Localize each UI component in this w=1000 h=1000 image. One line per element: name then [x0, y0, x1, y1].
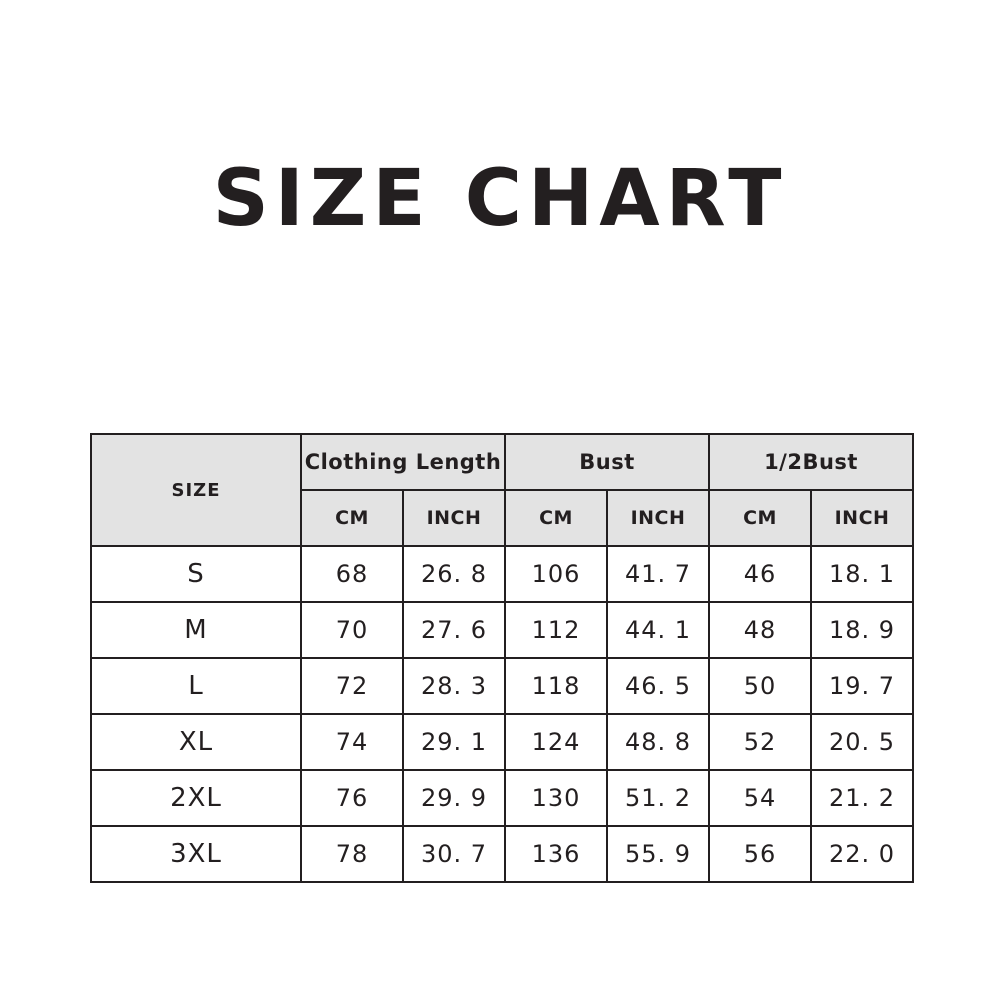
cell-length-cm: 78	[301, 826, 403, 882]
header-clothing-length-inch: INCH	[403, 490, 505, 546]
header-bust: Bust	[505, 434, 709, 490]
cell-halfbust-inch: 18. 1	[811, 546, 913, 602]
cell-length-inch: 27. 6	[403, 602, 505, 658]
table-row	[91, 826, 913, 882]
cell-halfbust-cm: 50	[709, 658, 811, 714]
cell-size: 3XL	[91, 826, 301, 882]
cell-bust-inch: 55. 9	[607, 826, 709, 882]
cell-halfbust-inch: 19. 7	[811, 658, 913, 714]
cell-size: XL	[91, 714, 301, 770]
cell-length-cm: 70	[301, 602, 403, 658]
header-size: SIZE	[91, 434, 301, 546]
cell-halfbust-inch: 18. 9	[811, 602, 913, 658]
cell-halfbust-inch: 22. 0	[811, 826, 913, 882]
cell-length-cm: 76	[301, 770, 403, 826]
cell-halfbust-cm: 52	[709, 714, 811, 770]
page-title: SIZE CHART	[212, 154, 788, 244]
table-row	[91, 546, 913, 602]
header-bust-inch: INCH	[607, 490, 709, 546]
table-header-group-row	[91, 434, 913, 490]
table-row	[91, 602, 913, 658]
header-half-bust-cm: CM	[709, 490, 811, 546]
cell-bust-inch: 51. 2	[607, 770, 709, 826]
cell-halfbust-cm: 48	[709, 602, 811, 658]
cell-length-inch: 29. 9	[403, 770, 505, 826]
cell-bust-inch: 41. 7	[607, 546, 709, 602]
cell-size: 2XL	[91, 770, 301, 826]
cell-bust-inch: 48. 8	[607, 714, 709, 770]
cell-halfbust-cm: 46	[709, 546, 811, 602]
cell-bust-cm: 124	[505, 714, 607, 770]
cell-length-inch: 30. 7	[403, 826, 505, 882]
cell-size: S	[91, 546, 301, 602]
size-chart-table	[90, 433, 914, 883]
cell-bust-cm: 118	[505, 658, 607, 714]
table-row	[91, 770, 913, 826]
header-bust-cm: CM	[505, 490, 607, 546]
cell-size: M	[91, 602, 301, 658]
cell-length-inch: 26. 8	[403, 546, 505, 602]
cell-halfbust-inch: 20. 5	[811, 714, 913, 770]
cell-bust-inch: 44. 1	[607, 602, 709, 658]
size-chart-table-container	[90, 433, 910, 883]
cell-halfbust-cm: 56	[709, 826, 811, 882]
header-clothing-length: Clothing Length	[301, 434, 505, 490]
cell-bust-cm: 136	[505, 826, 607, 882]
cell-halfbust-cm: 54	[709, 770, 811, 826]
table-row	[91, 714, 913, 770]
cell-length-inch: 28. 3	[403, 658, 505, 714]
cell-bust-cm: 130	[505, 770, 607, 826]
table-row	[91, 658, 913, 714]
cell-length-cm: 68	[301, 546, 403, 602]
cell-length-cm: 74	[301, 714, 403, 770]
cell-length-inch: 29. 1	[403, 714, 505, 770]
header-clothing-length-cm: CM	[301, 490, 403, 546]
header-half-bust: 1/2Bust	[709, 434, 913, 490]
cell-length-cm: 72	[301, 658, 403, 714]
cell-size: L	[91, 658, 301, 714]
cell-bust-inch: 46. 5	[607, 658, 709, 714]
header-half-bust-inch: INCH	[811, 490, 913, 546]
cell-bust-cm: 112	[505, 602, 607, 658]
cell-halfbust-inch: 21. 2	[811, 770, 913, 826]
cell-bust-cm: 106	[505, 546, 607, 602]
